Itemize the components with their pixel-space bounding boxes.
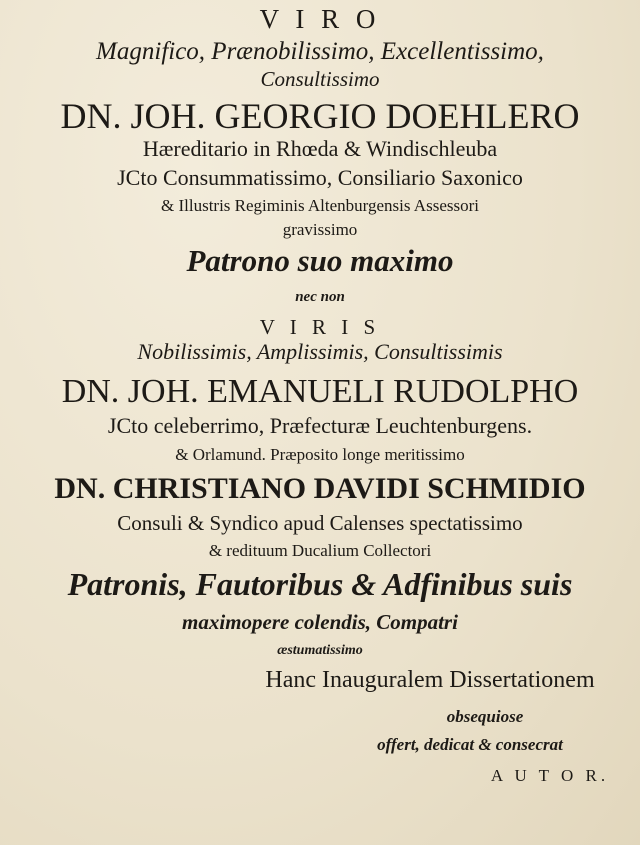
autor-signature: A U T O R. <box>490 766 610 785</box>
schmid-collector-line: & redituum Ducalium Collectori <box>208 541 432 560</box>
patrono-line: Patrono suo maximo <box>186 243 454 278</box>
dedicatee-name-schmid: DN. CHRISTIANO DAVIDI SCHMIDIO <box>54 472 586 505</box>
rudolph-office-line: JCto celeberrimo, Præfecturæ Leuchtenburgens. <box>107 413 533 438</box>
obsequiose: obsequiose <box>446 707 524 726</box>
dedicatee-assessor-line: & Illustris Regiminis Altenburgensis Assessori <box>161 196 479 215</box>
dedication-consultissimo: Consultissimo <box>260 67 380 91</box>
aestumatissimo: æstumatissimo <box>277 643 363 658</box>
dedicatee-name-doehler: DN. JOH. GEORGIO DOEHLERO <box>60 96 580 136</box>
rudolph-praepositus-line: & Orlamund. Præposito longe meritissimo <box>175 445 465 464</box>
dedicatee-office-line: JCto Consummatissimo, Consiliario Saxonico <box>117 165 523 190</box>
offert-line: offert, dedicat & consecrat <box>377 735 563 754</box>
viris-epithets: Nobilissimis, Amplissimis, Consultissimis <box>137 339 503 364</box>
dedicatee-gravissimo: gravissimo <box>282 220 358 239</box>
dedicatee-title-line: Hæreditario in Rhœda & Windischleuba <box>142 136 498 161</box>
patronis-line: Patronis, Fautoribus & Adfinibus suis <box>67 566 573 602</box>
schmid-office-line: Consuli & Syndico apud Calenses spectatissimo <box>117 511 523 535</box>
colendis-line: maximopere colendis, Compatri <box>182 610 458 634</box>
nec-non: nec non <box>295 289 345 305</box>
dissertation-line: Hanc Inauguralem Dissertationem <box>265 667 595 693</box>
dedicatee-name-rudolph: DN. JOH. EMANUELI RUDOLPHO <box>61 373 579 410</box>
dedication-epithets: Magnifico, Prænobilissimo, Excellentissimo, <box>96 38 544 65</box>
dedication-viris: V I R I S <box>259 315 381 339</box>
dedication-viro: V I R O <box>259 4 381 34</box>
